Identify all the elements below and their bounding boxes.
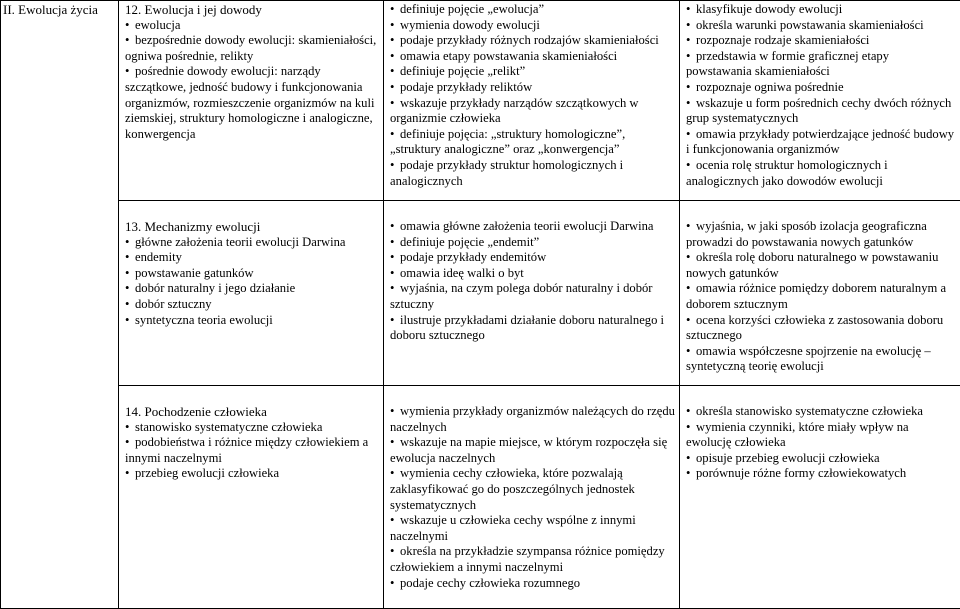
table-row xyxy=(1,201,960,386)
list-item-text: określa rolę doboru naturalnego w powstawaniu nowych gatunków xyxy=(686,250,938,280)
list-item xyxy=(390,250,676,266)
bullet-icon: • xyxy=(125,266,135,282)
bullet-icon: • xyxy=(125,235,135,251)
list-item xyxy=(125,420,380,436)
list-item xyxy=(125,33,380,64)
list-item-text: definiuje pojęcie „ewolucja” xyxy=(400,2,544,16)
list-item-text: bezpośrednie dowody ewolucji: skamieniałości, ogniwa pośrednie, relikty xyxy=(125,33,376,63)
list-item-text: pośrednie dowody ewolucji: narządy szczątkowe, jedność budowy i funkcjonowania organizmów, rozmieszczenie organizmów na kuli ziemskiej, struktury homologiczne i analogiczne, konwergencja xyxy=(125,64,374,140)
list-item-text: wymienia dowody ewolucji xyxy=(400,18,540,32)
bullet-icon: • xyxy=(390,235,400,251)
list-item xyxy=(686,420,957,451)
list-item xyxy=(390,435,676,466)
list-item xyxy=(390,513,676,544)
list-item xyxy=(390,281,676,312)
bullet-icon: • xyxy=(686,2,696,18)
bullet-icon: • xyxy=(390,544,400,560)
topic-title: 13. Mechanizmy ewolucji xyxy=(125,219,380,235)
bullet-icon: • xyxy=(390,281,400,297)
bullet-icon: • xyxy=(125,420,135,436)
list-item xyxy=(686,250,957,281)
basic-requirements-cell xyxy=(384,386,680,609)
topic-cell xyxy=(119,386,384,609)
bullet-icon: • xyxy=(390,250,400,266)
list-item-text: omawia etapy powstawania skamieniałości xyxy=(400,49,617,63)
bullet-icon: • xyxy=(390,404,400,420)
bullet-icon: • xyxy=(686,127,696,143)
bullet-icon: • xyxy=(686,18,696,34)
bullet-icon: • xyxy=(125,18,135,34)
list-item-text: wskazuje na mapie miejsce, w którym rozpoczęła się ewolucja naczelnych xyxy=(390,435,667,465)
list-item xyxy=(686,49,957,80)
bullet-icon: • xyxy=(686,344,696,360)
list-item-text: syntetyczna teoria ewolucji xyxy=(135,313,273,327)
list-item xyxy=(125,297,380,313)
list-item-text: ocena korzyści człowieka z zastosowania doboru sztucznego xyxy=(686,313,943,343)
list-item-text: podaje cechy człowieka rozumnego xyxy=(400,576,580,590)
bullet-icon: • xyxy=(686,451,696,467)
bullet-icon: • xyxy=(390,313,400,329)
list-item xyxy=(390,466,676,513)
list-item xyxy=(125,250,380,266)
bullet-icon: • xyxy=(390,18,400,34)
list-item-text: podobieństwa i różnice między człowiekiem a innymi naczelnymi xyxy=(125,435,368,465)
list-item xyxy=(686,219,957,250)
list-item-text: omawia ideę walki o byt xyxy=(400,266,524,280)
topic-title: 14. Pochodzenie człowieka xyxy=(125,404,380,420)
topic-list xyxy=(125,235,380,329)
list-item xyxy=(686,18,957,34)
basic-requirements-list xyxy=(390,2,676,189)
bullet-icon: • xyxy=(390,96,400,112)
bullet-icon: • xyxy=(390,127,400,143)
list-item-text: ilustruje przykładami działanie doboru naturalnego i doboru sztucznego xyxy=(390,313,664,343)
bullet-icon: • xyxy=(686,466,696,482)
section-label: II. Ewolucja życia xyxy=(1,1,118,18)
list-item-text: dobór naturalny i jego działanie xyxy=(135,281,295,295)
basic-requirements-cell xyxy=(384,1,680,201)
list-item xyxy=(390,127,676,158)
bullet-icon: • xyxy=(390,266,400,282)
list-item-text: główne założenia teorii ewolucji Darwina xyxy=(135,235,346,249)
list-item-text: wskazuje u człowieka cechy wspólne z innymi naczelnymi xyxy=(390,513,636,543)
list-item-text: ocenia rolę struktur homologicznych i analogicznych jako dowodów ewolucji xyxy=(686,158,888,188)
list-item-text: wymienia cechy człowieka, które pozwalają zaklasyfikować go do poszczególnych jednostek systematycznych xyxy=(390,466,635,511)
bullet-icon: • xyxy=(390,576,400,592)
list-item-text: wskazuje przykłady narządów szczątkowych w organizmie człowieka xyxy=(390,96,638,126)
list-item-text: wymienia czynniki, które miały wpływ na ewolucję człowieka xyxy=(686,420,909,450)
list-item-text: przedstawia w formie graficznej etapy powstawania skamieniałości xyxy=(686,49,889,79)
bullet-icon: • xyxy=(686,49,696,65)
bullet-icon: • xyxy=(390,435,400,451)
list-item xyxy=(390,64,676,80)
bullet-icon: • xyxy=(390,466,400,482)
list-item-text: definiuje pojęcie „endemit” xyxy=(400,235,539,249)
list-item-text: definiuje pojęcia: „struktury homologiczne”, „struktury analogiczne” oraz „konwergencja” xyxy=(390,127,625,157)
list-item xyxy=(686,2,957,18)
list-item-text: klasyfikuje dowody ewolucji xyxy=(696,2,842,16)
list-item xyxy=(390,404,676,435)
list-item-text: dobór sztuczny xyxy=(135,297,212,311)
list-item xyxy=(125,466,380,482)
list-item-text: stanowisko systematyczne człowieka xyxy=(135,420,322,434)
bullet-icon: • xyxy=(686,250,696,266)
section-cell xyxy=(1,1,119,609)
bullet-icon: • xyxy=(390,64,400,80)
bullet-icon: • xyxy=(686,96,696,112)
list-item xyxy=(390,219,676,235)
list-item xyxy=(686,127,957,158)
extended-requirements-list xyxy=(686,219,957,375)
topic-block xyxy=(119,1,383,142)
extended-requirements-list xyxy=(686,404,957,482)
list-item-text: podaje przykłady struktur homologicznych i analogicznych xyxy=(390,158,623,188)
topic-block xyxy=(119,386,383,482)
bullet-icon: • xyxy=(125,250,135,266)
list-item xyxy=(390,2,676,18)
bullet-icon: • xyxy=(686,404,696,420)
bullet-icon: • xyxy=(125,435,135,451)
list-item xyxy=(686,404,957,420)
basic-requirements-list xyxy=(390,219,676,344)
extended-requirements-cell xyxy=(680,1,960,201)
list-item xyxy=(686,451,957,467)
bullet-icon: • xyxy=(125,281,135,297)
bullet-icon: • xyxy=(390,158,400,174)
list-item xyxy=(390,576,676,592)
list-item-text: wymienia przykłady organizmów należących do rzędu naczelnych xyxy=(390,404,675,434)
bullet-icon: • xyxy=(686,80,696,96)
list-item xyxy=(125,18,380,34)
extended-requirements-list xyxy=(686,2,957,189)
bullet-icon: • xyxy=(686,158,696,174)
list-item xyxy=(686,466,957,482)
list-item-text: porównuje różne formy człowiekowatych xyxy=(696,466,906,480)
list-item xyxy=(390,33,676,49)
list-item-text: podaje przykłady endemitów xyxy=(400,250,546,264)
bullet-icon: • xyxy=(686,313,696,329)
list-item xyxy=(390,49,676,65)
topic-cell xyxy=(119,1,384,201)
list-item-text: rozpoznaje ogniwa pośrednie xyxy=(696,80,844,94)
list-item xyxy=(390,80,676,96)
list-item xyxy=(686,344,957,375)
list-item xyxy=(686,158,957,189)
list-item-text: podaje przykłady różnych rodzajów skamieniałości xyxy=(400,33,659,47)
list-item-text: przebieg ewolucji człowieka xyxy=(135,466,279,480)
list-item xyxy=(125,313,380,329)
topic-list xyxy=(125,18,380,143)
list-item-text: określa stanowisko systematyczne człowieka xyxy=(696,404,923,418)
bullet-icon: • xyxy=(390,80,400,96)
bullet-icon: • xyxy=(390,33,400,49)
list-item xyxy=(686,281,957,312)
list-item-text: określa na przykładzie szympansa różnice pomiędzy człowiekiem a innymi naczelnymi xyxy=(390,544,665,574)
list-item xyxy=(125,266,380,282)
list-item xyxy=(390,235,676,251)
table-row xyxy=(1,386,960,609)
basic-requirements-list xyxy=(390,404,676,591)
table-row xyxy=(1,1,960,201)
list-item xyxy=(390,18,676,34)
list-item xyxy=(686,80,957,96)
bullet-icon: • xyxy=(390,49,400,65)
bullet-icon: • xyxy=(390,219,400,235)
list-item xyxy=(125,235,380,251)
bullet-icon: • xyxy=(125,64,135,80)
bullet-icon: • xyxy=(686,219,696,235)
list-item xyxy=(686,33,957,49)
list-item xyxy=(125,435,380,466)
bullet-icon: • xyxy=(686,33,696,49)
bullet-icon: • xyxy=(390,513,400,529)
list-item-text: omawia współczesne spojrzenie na ewolucję – syntetyczną teorię ewolucji xyxy=(686,344,931,374)
list-item-text: omawia główne założenia teorii ewolucji Darwina xyxy=(400,219,654,233)
bullet-icon: • xyxy=(125,466,135,482)
list-item xyxy=(125,64,380,142)
list-item-text: ewolucja xyxy=(135,18,180,32)
bullet-icon: • xyxy=(390,2,400,18)
bullet-icon: • xyxy=(125,313,135,329)
list-item-text: rozpoznaje rodzaje skamieniałości xyxy=(696,33,869,47)
list-item xyxy=(125,281,380,297)
list-item xyxy=(390,544,676,575)
list-item-text: definiuje pojęcie „relikt” xyxy=(400,64,525,78)
list-item-text: endemity xyxy=(135,250,182,264)
list-item-text: określa warunki powstawania skamieniałości xyxy=(696,18,924,32)
topic-block xyxy=(119,201,383,328)
extended-requirements-cell xyxy=(680,386,960,609)
list-item xyxy=(686,96,957,127)
topic-title: 12. Ewolucja i jej dowody xyxy=(125,2,380,18)
list-item xyxy=(686,313,957,344)
bullet-icon: • xyxy=(686,281,696,297)
list-item xyxy=(390,158,676,189)
list-item xyxy=(390,313,676,344)
list-item-text: opisuje przebieg ewolucji człowieka xyxy=(696,451,880,465)
list-item xyxy=(390,96,676,127)
bullet-icon: • xyxy=(125,297,135,313)
topic-cell xyxy=(119,201,384,386)
basic-requirements-cell xyxy=(384,201,680,386)
list-item-text: wyjaśnia, w jaki sposób izolacja geograficzna prowadzi do powstawania nowych gatunków xyxy=(686,219,927,249)
list-item-text: powstawanie gatunków xyxy=(135,266,254,280)
list-item-text: wskazuje u form pośrednich cechy dwóch różnych grup systematycznych xyxy=(686,96,951,126)
bullet-icon: • xyxy=(125,33,135,49)
extended-requirements-cell xyxy=(680,201,960,386)
topic-list xyxy=(125,420,380,482)
bullet-icon: • xyxy=(686,420,696,436)
list-item xyxy=(390,266,676,282)
list-item-text: wyjaśnia, na czym polega dobór naturalny i dobór sztuczny xyxy=(390,281,653,311)
list-item-text: omawia przykłady potwierdzające jedność budowy i funkcjonowania organizmów xyxy=(686,127,954,157)
list-item-text: omawia różnice pomiędzy doborem naturalnym a doborem sztucznym xyxy=(686,281,946,311)
list-item-text: podaje przykłady reliktów xyxy=(400,80,532,94)
